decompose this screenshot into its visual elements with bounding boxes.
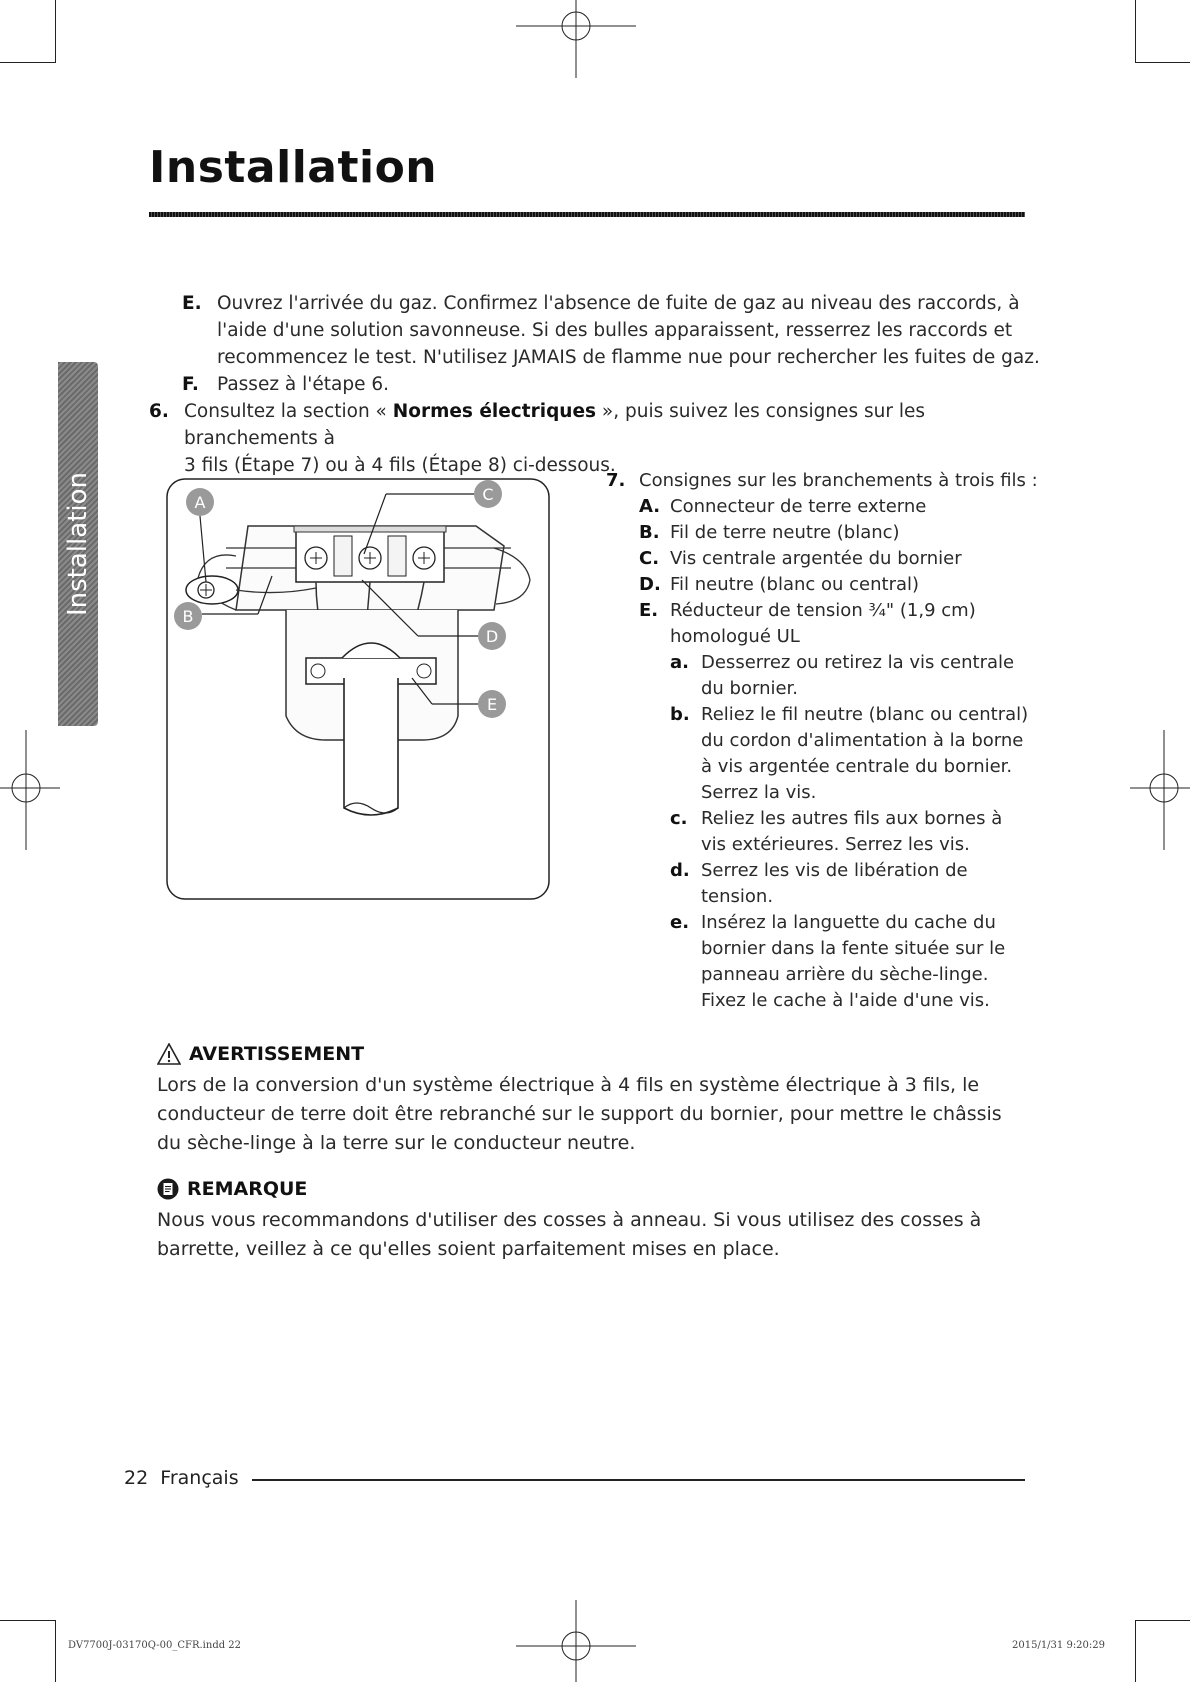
- terminal-block-diagram: [166, 478, 550, 900]
- step-e-line: Ouvrez l'arrivée du gaz. Confirmez l'absence de fuite de gaz au niveau des raccords, à: [217, 293, 1020, 314]
- step-6-prefix: Consultez la section «: [184, 401, 393, 422]
- note-block: [157, 1178, 1037, 1264]
- registration-mark-bottom: [516, 1600, 636, 1682]
- warning-line: du sèche-linge à la terre sur le conducteur neutre.: [157, 1132, 636, 1154]
- warning-line: Lors de la conversion d'un système électrique à 4 fils en système électrique à 3 fils, le: [157, 1074, 980, 1096]
- step-e-letter: E.: [182, 293, 202, 314]
- svg-text:B: B: [182, 607, 194, 626]
- step-7: [606, 468, 1046, 1014]
- step-f-letter: F.: [182, 374, 199, 395]
- svg-text:C: C: [482, 485, 494, 504]
- step-6: [149, 398, 1039, 479]
- step-6-line2: 3 fils (Étape 7) ou à 4 fils (Étape 8) ci-dessous.: [184, 455, 616, 476]
- svg-text:E: E: [486, 695, 498, 714]
- list-item: B. Fil de terre neutre (blanc): [639, 522, 900, 543]
- page-title: Installation: [149, 142, 438, 193]
- crop-mark: [0, 1620, 56, 1621]
- note-title: REMARQUE: [187, 1178, 308, 1200]
- warning-block: [157, 1043, 1037, 1158]
- crop-mark: [1135, 1620, 1190, 1621]
- page-number: 22: [124, 1467, 149, 1489]
- step-7-title: Consignes sur les branchements à trois fils :: [639, 470, 1038, 491]
- svg-text:A: A: [194, 493, 206, 512]
- warning-line: conducteur de terre doit être rebranché sur le support du bornier, pour mettre le châssis: [157, 1103, 1002, 1125]
- print-file-info: DV7700J-03170Q-00_CFR.indd 22: [68, 1640, 242, 1651]
- warning-title: AVERTISSEMENT: [189, 1043, 365, 1065]
- step-e: [182, 290, 1042, 371]
- step-f: [182, 371, 1042, 398]
- step-e-line: l'aide d'une solution savonneuse. Si des bulles apparaissent, resserrez les raccords et: [217, 320, 1013, 341]
- note-icon: [157, 1178, 179, 1200]
- list-item: a. Desserrez ou retirez la vis centrale du bornier.: [670, 652, 1015, 699]
- crop-mark: [55, 1620, 56, 1682]
- callout-e: [478, 690, 506, 718]
- page-language: Français: [160, 1467, 239, 1489]
- crop-mark: [1135, 62, 1190, 63]
- list-item: c. Reliez les autres fils aux bornes à vis extérieures. Serrez les vis.: [670, 808, 1003, 855]
- step-7-subitem-list: [670, 650, 1046, 1014]
- side-tab-label: Installation: [63, 471, 93, 617]
- step-7-item-list: [639, 494, 1046, 650]
- footer-rule: [252, 1479, 1025, 1481]
- step-6-bold-link: Normes électriques: [392, 401, 597, 422]
- note-line: barrette, veillez à ce qu'elles soient parfaitement mises en place.: [157, 1238, 780, 1260]
- crop-mark: [0, 62, 56, 63]
- step-e-line: recommencez le test. N'utilisez JAMAIS de flamme nue pour rechercher les fuites de gaz.: [217, 347, 1040, 368]
- callout-b: [174, 602, 202, 630]
- list-item: d. Serrez les vis de libération de tension.: [670, 860, 968, 907]
- list-item: E. Réducteur de tension ¾" (1,9 cm) homologué UL: [639, 600, 976, 647]
- crop-mark: [55, 0, 56, 62]
- step-f-text: Passez à l'étape 6.: [217, 374, 389, 395]
- step-6-suffix: », puis suivez les consignes sur les branchements à: [184, 401, 925, 449]
- svg-text:D: D: [485, 627, 499, 646]
- registration-mark-right: [1120, 730, 1190, 850]
- step-6-number: 6.: [149, 401, 169, 422]
- page-footer: [124, 1467, 239, 1489]
- registration-mark-top: [516, 0, 636, 78]
- title-rule: [149, 212, 1025, 217]
- crop-mark: [1135, 1620, 1136, 1682]
- list-item: e. Insérez la languette du cache du bornier dans la fente située sur le panneau arrière du sèche-linge. Fixez le cache à l'aide d'une vis.: [670, 912, 1006, 1011]
- callout-d: [478, 622, 506, 650]
- step-7-number: 7.: [606, 470, 626, 491]
- warning-triangle-icon: [157, 1043, 181, 1065]
- list-item: D. Fil neutre (blanc ou central): [639, 574, 920, 595]
- list-item: A. Connecteur de terre externe: [639, 496, 927, 517]
- crop-mark: [1135, 0, 1136, 62]
- callout-a: [186, 488, 214, 516]
- side-section-tab: [58, 362, 98, 726]
- print-timestamp: 2015/1/31 9:20:29: [1012, 1640, 1106, 1651]
- callout-c: [474, 480, 502, 508]
- list-item: b. Reliez le fil neutre (blanc ou central) du cordon d'alimentation à la borne à vis argentée centrale du bornier. Serrez la vis.: [670, 704, 1029, 803]
- list-item: C. Vis centrale argentée du bornier: [639, 548, 962, 569]
- registration-mark-left: [0, 730, 60, 850]
- note-line: Nous vous recommandons d'utiliser des cosses à anneau. Si vous utilisez des cosses à: [157, 1209, 982, 1231]
